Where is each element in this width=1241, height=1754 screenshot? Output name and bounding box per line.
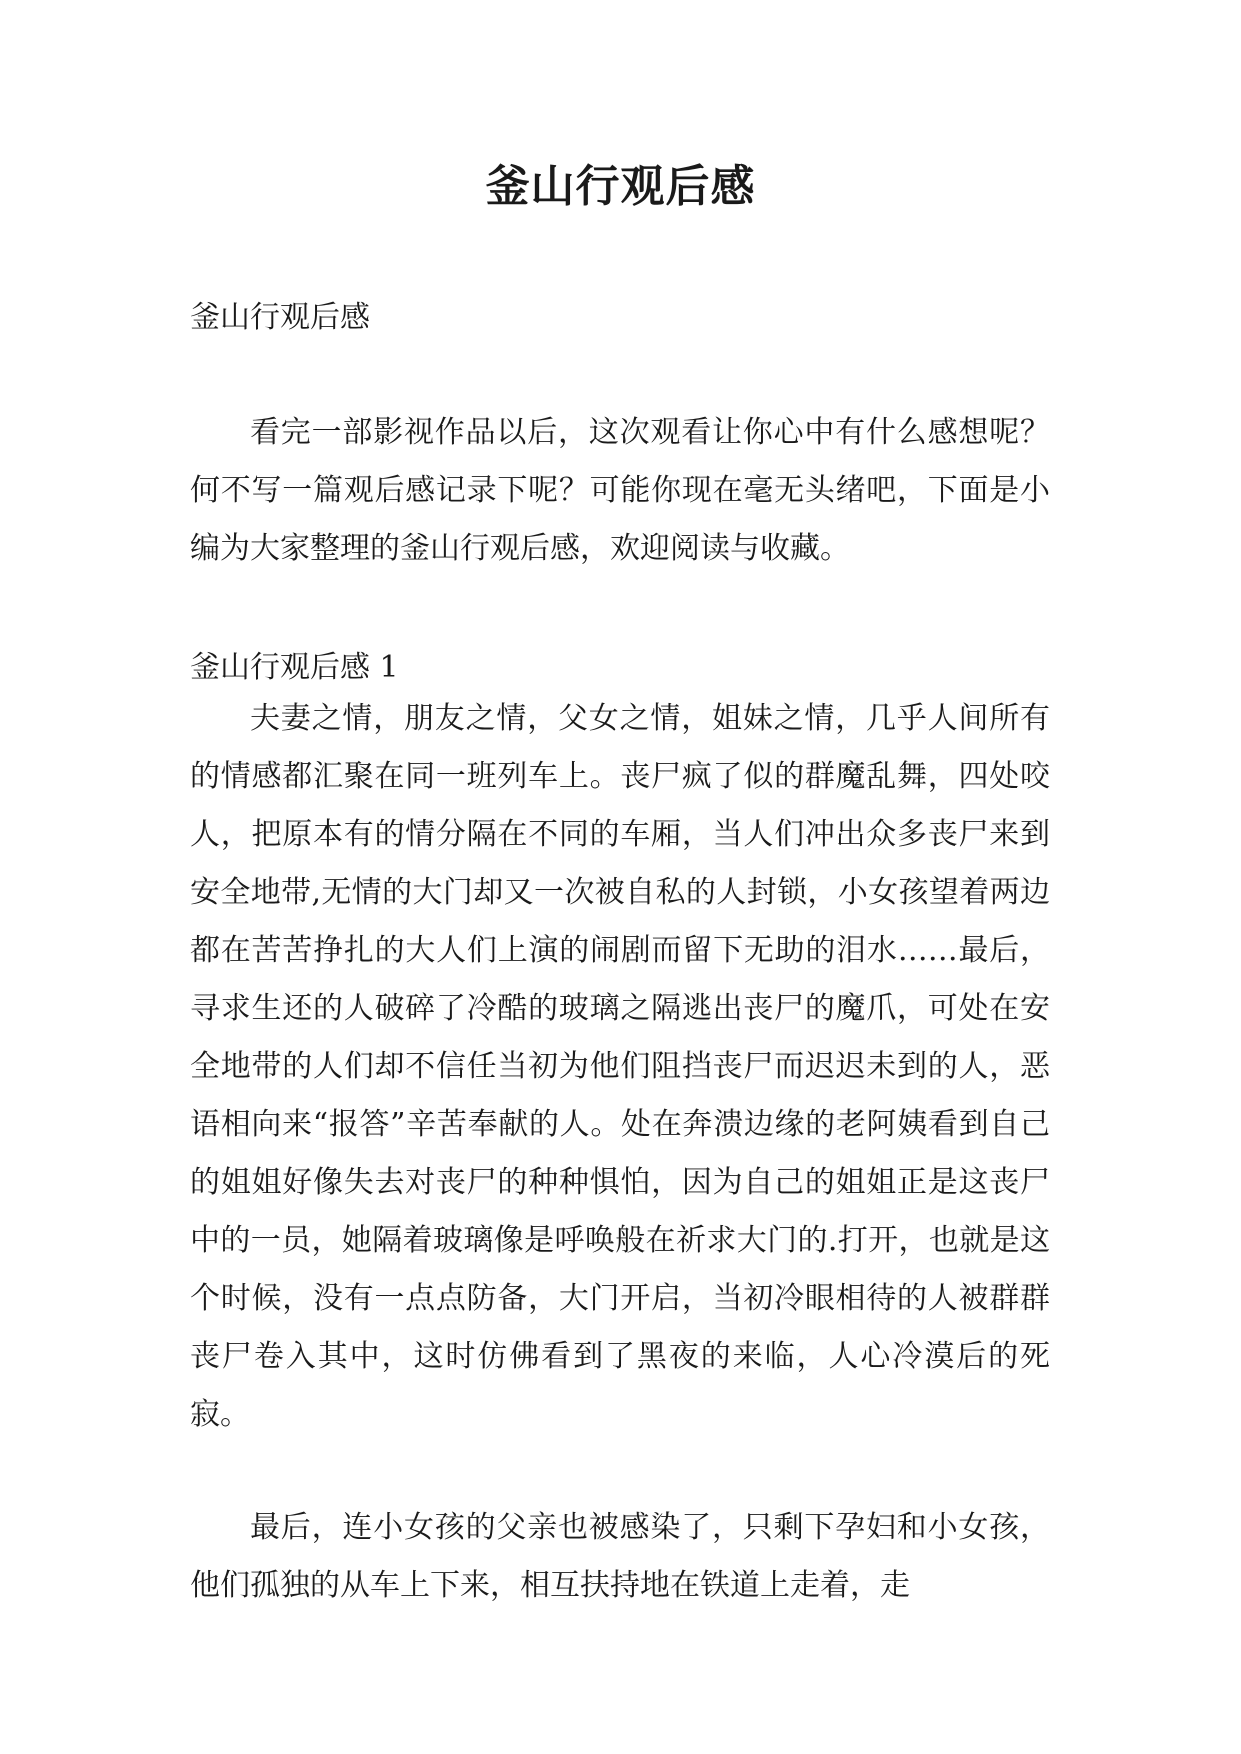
intro-paragraph: 看完一部影视作品以后，这次观看让你心中有什么感想呢？何不写一篇观后感记录下呢？可能你现在毫无头绪吧，下面是小编为大家整理的釜山行观后感，欢迎阅读与收藏。: [190, 415, 1050, 566]
body-paragraph: 夫妻之情，朋友之情，父女之情，姐妹之情，几乎人间所有的情感都汇聚在同一班列车上。丧尸疯了似的群魔乱舞，四处咬人，把原本有的情分隔在不同的车厢，当人们冲出众多丧尸来到安全地带,无情的大门却又一次被自私的人封锁，小女孩望着两边都在苦苦挣扎的大人们上演的闹剧而留下无助的泪水……最后，寻求生还的人破碎了冷酷的玻璃之隔逃出丧尸的魔爪，可处在安全地带的人们却不信任当初为他们阻挡丧尸而迟迟未到的人，恶语相向来“报答”辛苦奉献的人。处在奔溃边缘的老阿姨看到自己的姐姐好像失去对丧尸的种种惧怕，因为自己的姐姐正是这丧尸中的一员，她隔着玻璃像是呼唤般在祈求大门的.打开，也就是这个时候，没有一点点防备，大门开启，当初冷眼相待的人被群群丧尸卷入其中，这时仿佛看到了黑夜的来临，人心冷漠后的死寂。: [190, 701, 1050, 1432]
section-heading: 釜山行观后感 1: [190, 650, 399, 685]
body-paragraph: 最后，连小女孩的父亲也被感染了，只剩下孕妇和小女孩，他们孤独的从车上下来，相互扶持地在铁道上走着，走: [190, 1510, 1050, 1603]
document-subtitle: 釜山行观后感: [190, 300, 370, 335]
document-title: 釜山行观后感: [485, 161, 756, 212]
